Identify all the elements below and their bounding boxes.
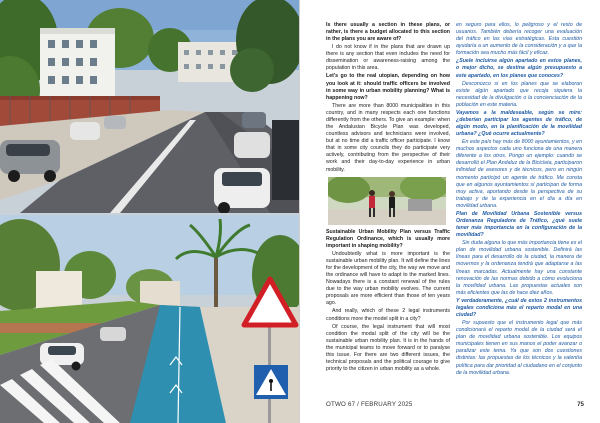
spanish-answer-1: Desconozco si en los planes que se elaboran existe algún apartado que recoja siquiera la necesidad de la divulgación o la concienciación de la población en este materia. [456, 80, 582, 108]
spanish-answer-0: en seguro para ellos, lo peligroso y el resto de usuarios. También debería recoger una evaluación del tráfico en las vías estratégicas. Esta cuestión ayudaría a un aumento de la consideración y a que la formación sea mucho más fácil y eficaz. [456, 22, 582, 57]
street-photo-top-image [0, 0, 299, 213]
spanish-question-4: Y verdaderamente, ¿cuál de estos 2 instrumentos legales condiciona más el reparto modal en una ciudad? [456, 297, 582, 318]
english-question-2: Let’s go to the real utopian, depending on how you look at it: should traffic officers be involved in some way in urban mobility planning? What is happening now? [326, 73, 450, 101]
spanish-question-3: Plan de Movilidad Urbana Sostenible versus Ordenanza Reguladora de Tráfico, ¿qué suele tener más importancia en la configuración de la movilidad? [456, 210, 582, 239]
spanish-question-1: ¿Suele incluirse algún apartado en estos planes, o mejor dicho, se destina algún presupuesto a este apartado, en los planes que conoces? [456, 58, 582, 79]
street-photo-bottom-image [0, 215, 299, 423]
english-answer-2: There are more than 8000 municipalities in this country, and in many respects each one functions differently from the others. To give an example: when the Andalusian Bicycle Plan was developed, countless advisors and technicians were involved, but at no time did a traffic officer participate. I know that in some city councils they do participate very actively, contributing from the perspective of their work and their day-to-day experience in urban mobility. [326, 102, 450, 173]
street-photo-top [0, 0, 299, 213]
inline-people-photo [328, 177, 446, 225]
page-footer [326, 401, 584, 410]
people-photo-image [328, 177, 446, 225]
english-answer-1: I do not know if in the plans that are drawn up there is any section that even includes the need for dissemination or awareness-raising among the population in this area. [326, 44, 450, 72]
spanish-answer-2: En este país hay más de 8000 ayuntamientos, y en muchos aspectos cada uno funciona de una manera diferente a los otros. Pongo un ejemplo: cuando se desarrolló el Plan Andaluz de la Bicicleta, participaron infinidad de asesores y de técnicos, pero en ningún momento participó un agente de tráfico. Me consta que en algunos ayuntamientos sí participan de forma muy activa, aportando desde la perspectiva de su trabajo y de la experiencia en el día a día en movilidad urbana. [456, 139, 582, 209]
english-column [326, 22, 450, 374]
english-answer-3c: Of course, the legal instrument that will most condition the modal split of the city will be the sustainable urban mobility plan. It is in the hands of the municipal teams to move forward or to paralyse this issue. For there are two different issues, the technical proposals and the political courage to give priority to the citizen in urban mobility as a whole. [326, 323, 450, 373]
english-answer-3b: And really, which of these 2 legal instruments conditions more the model split in a city? [326, 308, 450, 322]
english-question-1: Is there usually a section in these plans, or rather, is there a budget allocated to this section in the plans you are aware of? [326, 22, 450, 43]
spanish-answer-3a: Sin duda alguna lo que más importancia tiene es el plan de movilidad urbana sostenible. Definirá las líneas para el desarrollo de la ciudad, la manera de movernos y la ordenanza tendrá que adaptarse a las líneas marcadas. Actualmente hay una constante renovación de las normas debido a cómo evoluciona la movilidad urbana. Las propuestas actuales son más eficientes que las de hace diez años. [456, 240, 582, 296]
spanish-answer-4: Por supuesto que el instrumento legal que más condicionará el reparto modal de la ciudad será el plan de movilidad urbana sostenible. Los equipos municipales tienen en sus manos el poder avanzar o paralizar este tema. Ya que son dos cuestiones distintas: las propuestas de los técnicos y la valentía política para dar prioridad al ciudadano en el conjunto de la movilidad urbana. [456, 319, 582, 376]
issue-label: OTWO 67 / FEBRUARY 2025 [326, 401, 413, 408]
street-photo-bottom [0, 215, 299, 423]
english-answer-3a: Undoubtedly what is more important is the sustainable urban mobility plan. It will define the lines for the development of the city, the way we move and the ordinance will have to adapt to the marked lines. Nowadays there is a constant renewal of the rules due to the way urban mobility evolves. The current proposals are more efficient than those of ten years ago. [326, 250, 450, 307]
left-page [0, 0, 299, 423]
english-question-3: Sustainable Urban Mobility Plan versus Traffic Regulation Ordinance, which is usually more important in shaping mobility? [326, 228, 450, 249]
spanish-question-2: Vayamos a la maldeseable, según se mire: ¿deberían participar los agentes de tráfico, de algún modo, en la planificación de la movilidad urbana? ¿Qué ocurre actualmente? [456, 109, 582, 138]
spanish-column [456, 22, 582, 378]
page-number: 75 [577, 401, 584, 408]
page-gutter [299, 0, 300, 423]
